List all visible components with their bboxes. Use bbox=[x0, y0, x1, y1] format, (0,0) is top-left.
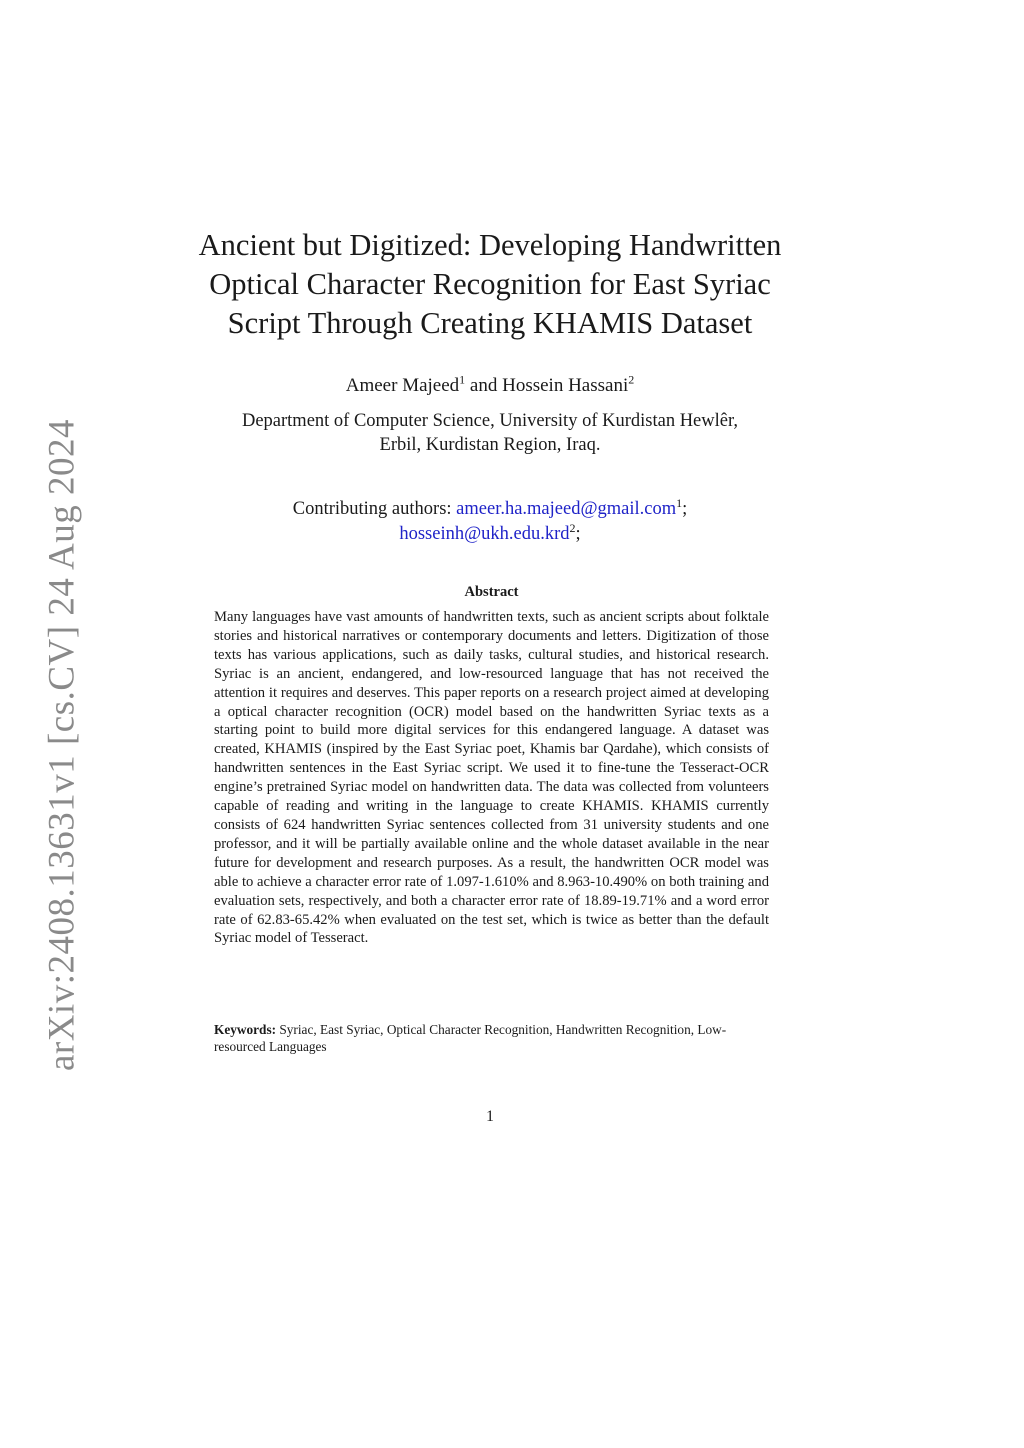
contributing-line bbox=[170, 497, 810, 522]
email-separator: ; bbox=[575, 524, 581, 544]
author-name: Hossein Hassani bbox=[502, 375, 629, 396]
title-line: Ancient but Digitized: Developing Handwritten bbox=[198, 228, 782, 262]
author-name: Ameer Majeed bbox=[345, 375, 460, 396]
author-affiliation-mark: 2 bbox=[628, 372, 635, 387]
arxiv-identifier: arXiv:2408.13631v1 [cs.CV] 24 Aug 2024 bbox=[41, 418, 83, 1072]
abstract-heading: Abstract bbox=[464, 584, 519, 600]
email-affiliation-mark: 2 bbox=[569, 520, 576, 535]
email-link[interactable]: hosseinh@ukh.edu.krd bbox=[399, 524, 570, 544]
affiliation-line: Department of Computer Science, University of Kurdistan Hewlêr, bbox=[241, 411, 739, 431]
title-line: Script Through Creating KHAMIS Dataset bbox=[227, 306, 753, 340]
title-line: Optical Character Recognition for East Syriac bbox=[209, 267, 771, 301]
author-list bbox=[170, 374, 810, 398]
keywords-label: Keywords: bbox=[214, 1022, 277, 1037]
email-affiliation-mark: 1 bbox=[676, 495, 683, 510]
contributing-label: Contributing authors: bbox=[292, 499, 457, 519]
abstract-text: Many languages have vast amounts of handwritten texts, such as ancient scripts about folktale stories and historical narratives or contemporary documents and letters. Digitization of those texts has various applications, such as daily tasks, cultural studies, and historical research. Syriac is an ancient, endangered, and low-resourced language that has not received the attention it requires and deserves. This paper reports on a research project aimed at developing a optical character recognition (OCR) model based on the handwritten Syriac texts as a starting point to build more digital services for this endangered language. A dataset was created, KHAMIS (inspired by the East Syriac poet, Khamis bar Qardahe), which consists of handwritten sentences in the East Syriac script. We used it to fine-tune the Tesseract-OCR engine’s pretrained Syriac model on handwritten data. The data was collected from volunteers capable of reading and writing in the language to create KHAMIS. KHAMIS currently consists of 624 handwritten Syriac sentences collected from 31 university students and one professor, and it will be partially available online and the whole dataset available in the near future for development and research purposes. As a result, the handwritten OCR model was able to achieve a character error rate of 1.097-1.610% and 8.963-10.490% on both training and evaluation sets, respectively, and both a character error rate of 18.89-19.71% and a word error rate of 62.83-65.42% when evaluated on the test set, which is twice as better than the default Syriac model of Tesseract. bbox=[214, 609, 769, 947]
email-link[interactable]: ameer.ha.majeed@gmail.com bbox=[456, 499, 677, 519]
author-separator: and bbox=[465, 375, 503, 396]
paper-title bbox=[170, 226, 810, 343]
author-affiliation-mark: 1 bbox=[459, 372, 466, 387]
contributing-authors bbox=[170, 497, 810, 547]
affiliation bbox=[170, 409, 810, 457]
keywords bbox=[214, 1021, 769, 1055]
contributing-line bbox=[170, 522, 810, 547]
keywords-text: Syriac, East Syriac, Optical Character Recognition, Handwritten Recognition, Low-resourced Languages bbox=[214, 1022, 727, 1054]
email-separator: ; bbox=[682, 499, 688, 519]
page-number: 1 bbox=[486, 1108, 494, 1125]
affiliation-line: Erbil, Kurdistan Region, Iraq. bbox=[379, 435, 601, 455]
